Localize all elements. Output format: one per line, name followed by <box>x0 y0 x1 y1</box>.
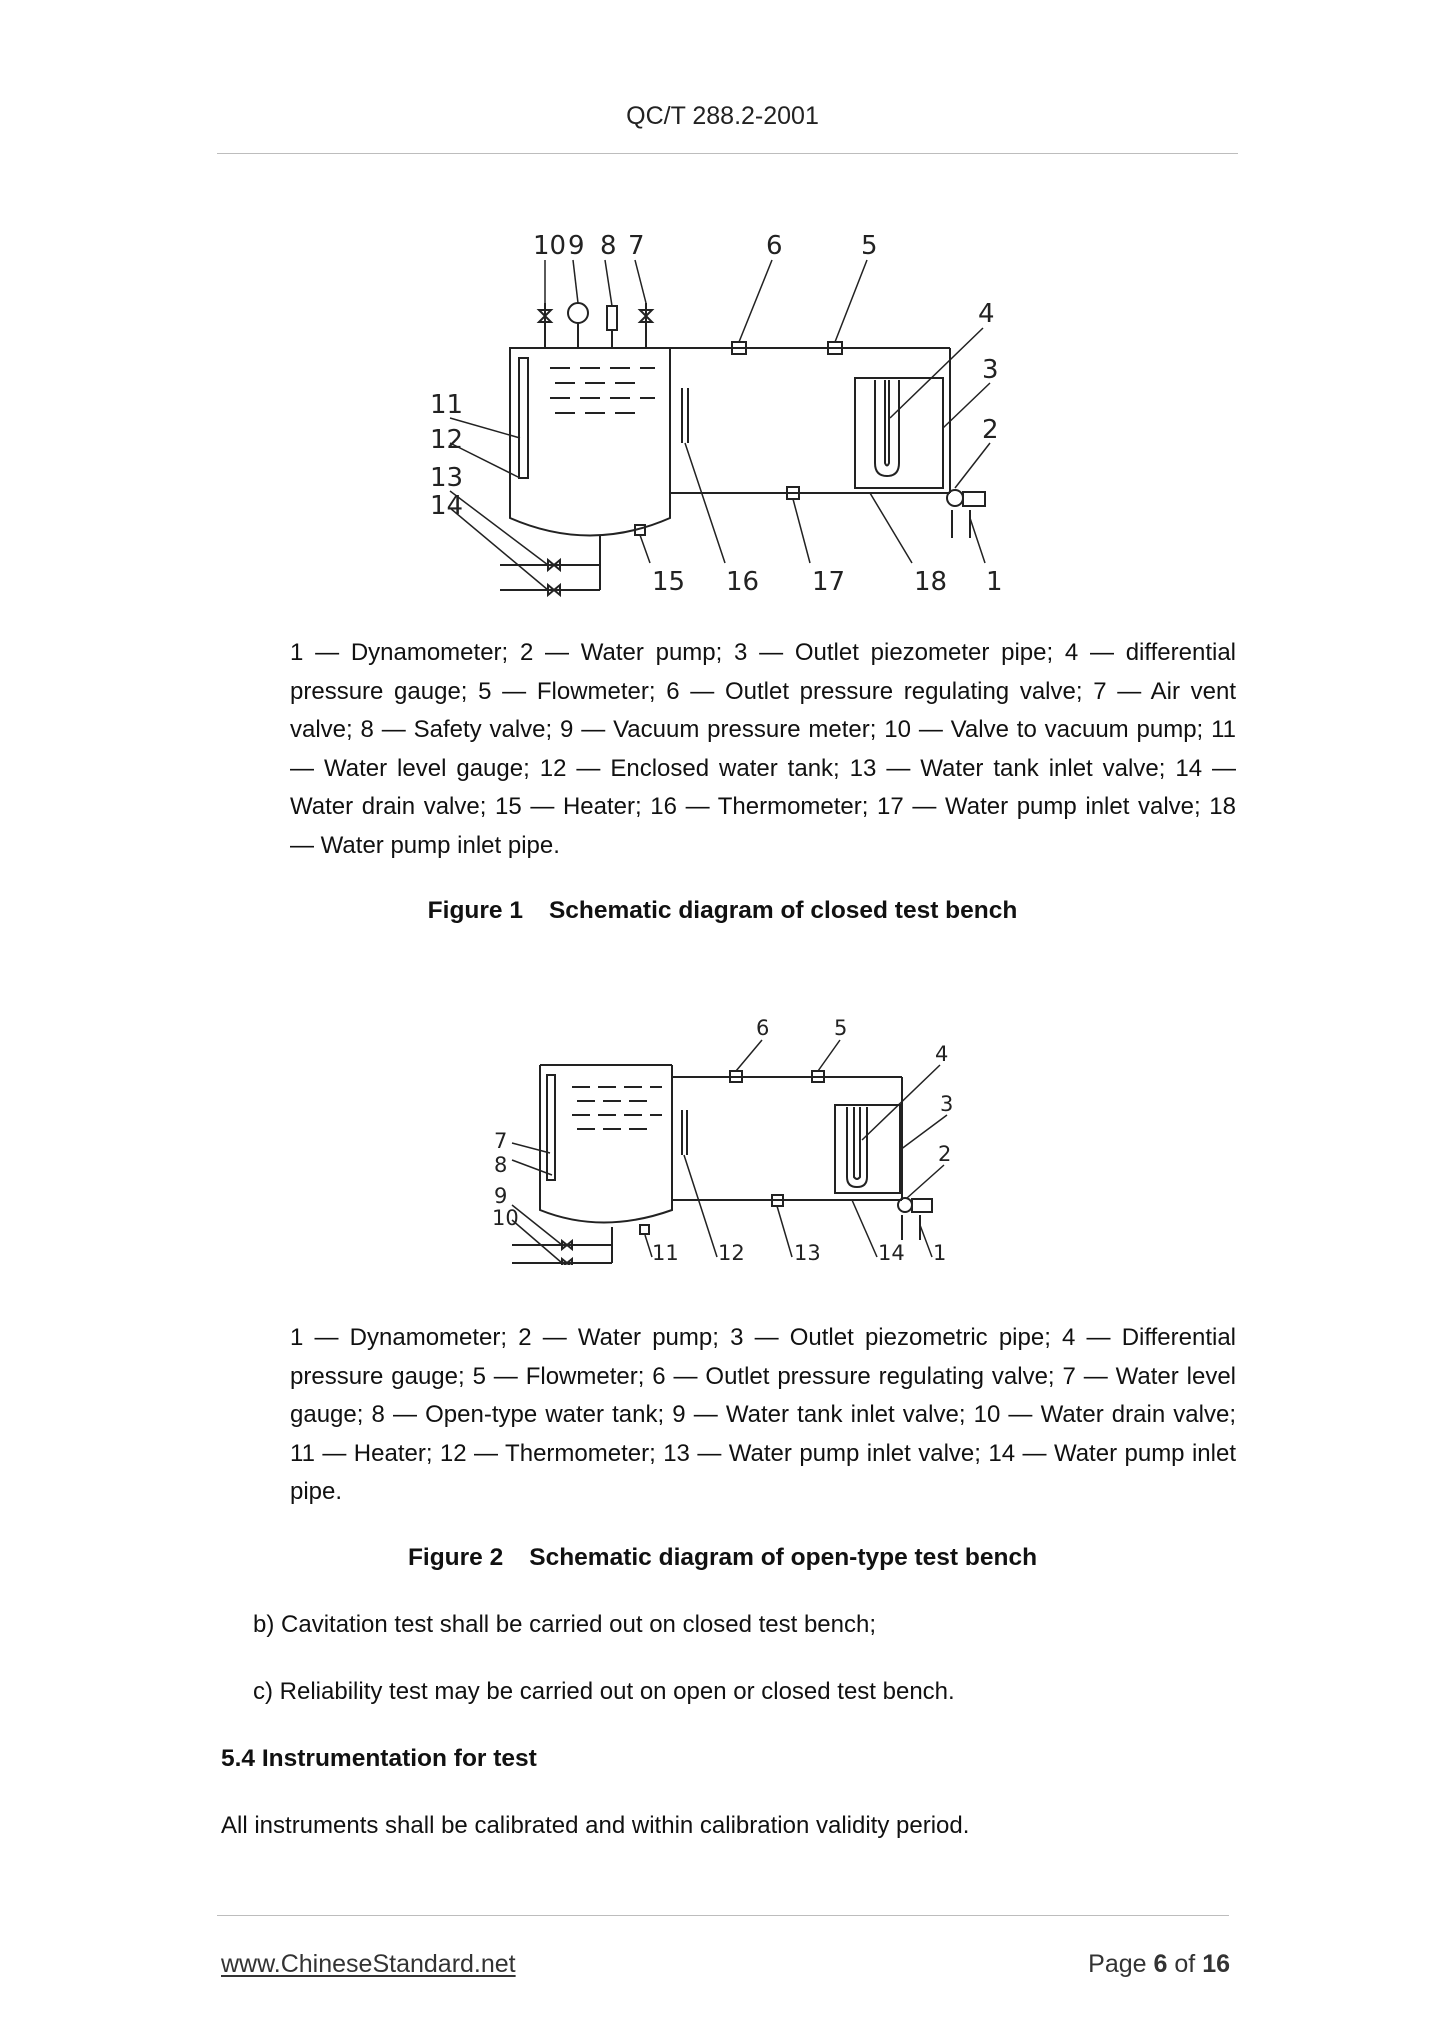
section-5-4-text: All instruments shall be calibrated and within calibration validity period. <box>221 1812 970 1839</box>
fig1-label-14: 14 <box>430 491 464 521</box>
figure-2-title: Schematic diagram of open-type test bench <box>529 1544 1038 1571</box>
fig2-label-6: 6 <box>756 1016 770 1040</box>
fig1-label-13: 13 <box>430 463 464 493</box>
fig2-label-3: 3 <box>940 1092 954 1116</box>
fig2-label-9: 9 <box>494 1184 508 1208</box>
fig1-label-5: 5 <box>861 231 878 261</box>
fig1-label-18: 18 <box>914 567 948 597</box>
fig1-label-8: 8 <box>600 231 617 261</box>
fig1-label-16: 16 <box>726 567 760 597</box>
page-current: 6 <box>1153 1950 1168 1978</box>
figure-1-title: Schematic diagram of closed test bench <box>548 897 1018 924</box>
fig1-label-6: 6 <box>766 231 783 261</box>
document-id: QC/T 288.2-2001 <box>626 102 819 130</box>
water-level-gauge <box>519 358 528 478</box>
open-type-water-tank <box>540 1065 672 1223</box>
figure-2-diagram <box>492 1005 972 1265</box>
figure-1-legend: 1 — Dynamometer; 2 — Water pump; 3 — Outlet piezometer pipe; 4 — differential pressure gauge; 5 — Flowmeter; 6 — Outlet pressure regulating valve; 7 — Air vent valve; 8 — Safety valve; 9 — Vacuum pressure meter; 10 — Valve to vacuum pump; 11 — Water level gauge; 12 — Enclosed water tank; 13 — Water tank inlet valve; 14 — Water drain valve; 15 — Heater; 16 — Thermometer; 17 — Water pump inlet valve; 18 — Water pump inlet pipe. <box>290 639 1236 859</box>
fig1-label-15: 15 <box>652 567 686 597</box>
water-surface-dashes <box>572 1087 662 1129</box>
page-total: 16 <box>1202 1950 1230 1978</box>
fig2-label-1: 1 <box>933 1241 947 1265</box>
vacuum-pressure-meter-icon <box>568 303 588 323</box>
safety-valve-icon <box>607 306 617 330</box>
fig2-label-7: 7 <box>494 1129 508 1153</box>
figure-1-number: Figure 1 <box>427 897 523 924</box>
fig2-label-8: 8 <box>494 1153 508 1177</box>
dynamometer-icon <box>963 492 985 506</box>
fig1-label-2: 2 <box>982 415 999 445</box>
fig2-label-13: 13 <box>794 1241 821 1265</box>
footer-site-link[interactable]: www.ChineseStandard.net <box>221 1950 516 1978</box>
footer-rule <box>217 1915 1229 1916</box>
enclosed-water-tank <box>510 348 670 536</box>
page-prefix: Page <box>1088 1950 1147 1978</box>
footer-page-number <box>1088 1950 1230 1979</box>
item-b-text: b) Cavitation test shall be carried out on closed test bench; <box>253 1611 877 1638</box>
fig2-label-14: 14 <box>878 1241 905 1265</box>
water-level-gauge <box>547 1075 555 1180</box>
section-5-4-heading: 5.4 Instrumentation for test <box>221 1745 537 1772</box>
water-surface-dashes <box>550 368 655 413</box>
figure-2-legend: 1 — Dynamometer; 2 — Water pump; 3 — Outlet piezometric pipe; 4 — Differential pressure gauge; 5 — Flowmeter; 6 — Outlet pressure regulating valve; 7 — Water level gauge; 8 — Open-type water tank; 9 — Water tank inlet valve; 10 — Water drain valve; 11 — Heater; 12 — Thermometer; 13 — Water pump inlet valve; 14 — Water pump inlet pipe. <box>290 1324 1236 1506</box>
item-c-text: c) Reliability test may be carried out on open or closed test bench. <box>253 1678 955 1705</box>
differential-pressure-gauge <box>847 1107 867 1187</box>
fig1-label-10: 10 <box>533 231 567 261</box>
fig2-label-5: 5 <box>834 1016 848 1040</box>
fig1-label-4: 4 <box>978 299 995 329</box>
fig1-label-3: 3 <box>982 355 999 385</box>
water-pump-icon <box>947 490 963 506</box>
water-pump-icon <box>898 1198 912 1212</box>
heater-icon <box>640 1225 649 1234</box>
header-rule <box>217 153 1238 154</box>
page-of: of <box>1174 1950 1196 1978</box>
fig2-label-10: 10 <box>492 1206 519 1230</box>
fig2-label-12: 12 <box>718 1241 745 1265</box>
dynamometer-icon <box>912 1199 932 1212</box>
fig1-label-9: 9 <box>568 231 585 261</box>
fig1-label-7: 7 <box>628 231 645 261</box>
figure-2-number: Figure 2 <box>407 1544 504 1571</box>
fig2-label-4: 4 <box>935 1042 949 1066</box>
fig2-label-11: 11 <box>652 1241 679 1265</box>
figure-2-caption <box>0 1544 1445 1572</box>
differential-pressure-gauge <box>875 380 899 476</box>
fig1-label-17: 17 <box>812 567 846 597</box>
fig1-label-1: 1 <box>986 567 1003 597</box>
figure-1-diagram <box>430 218 1010 598</box>
fig1-label-12: 12 <box>430 425 464 455</box>
fig1-label-11: 11 <box>430 390 464 420</box>
figure-1-caption <box>0 897 1445 925</box>
fig2-label-2: 2 <box>938 1142 952 1166</box>
